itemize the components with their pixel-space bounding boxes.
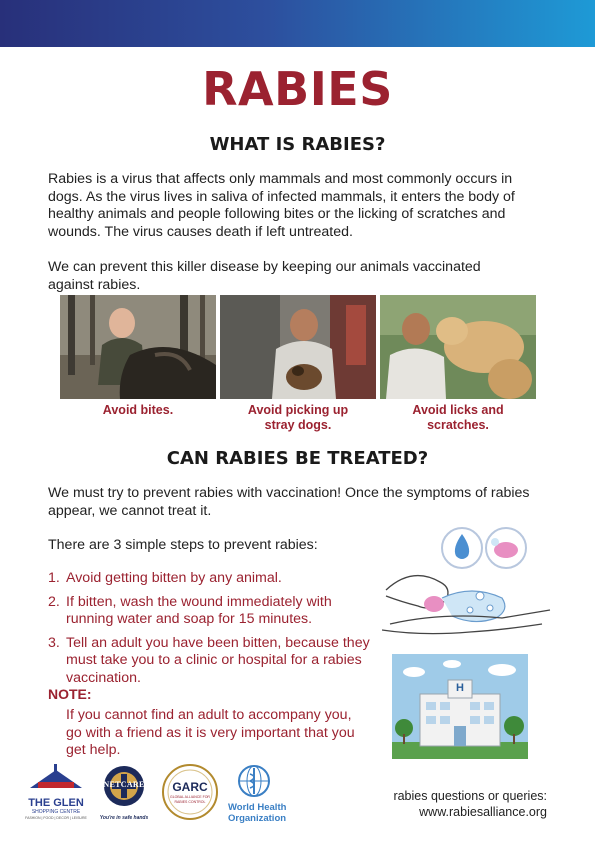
intro-paragraph: Rabies is a virus that affects only mammals and most commonly occurs in dogs. As the virus lives in saliva of infected mammals, it enters the body of healthy animals and people following bites or the licking of scratches and wounds. The virus causes death if left untreated. xyxy=(48,171,515,240)
top-banner xyxy=(0,0,595,47)
note-text: If you cannot find an adult to accompany you, go with a friend as it is very important that you get help. xyxy=(66,707,355,758)
logo-the-glen: THE GLEN SHOPPING CENTRE FASHION | FOOD | DECOR | LEISURE xyxy=(24,764,88,821)
section-heading-what-is-rabies: WHAT IS RABIES? xyxy=(209,134,386,155)
photo-boy-dog-licks xyxy=(380,295,536,399)
list-item: 1. Avoid getting bitten by any animal. xyxy=(48,570,282,586)
section-heading-can-rabies-be-treated: CAN RABIES BE TREATED? xyxy=(166,448,429,469)
prevention-steps-list xyxy=(48,570,378,693)
caption-avoid-bites: Avoid bites. xyxy=(102,403,174,417)
photo-child-dog-bite xyxy=(60,295,216,399)
contact-website-link[interactable]: www.rabiesalliance.org xyxy=(419,805,547,819)
note-label: NOTE: xyxy=(48,686,92,702)
logo-world-health-organization: World Health Organization xyxy=(228,764,294,824)
caption-avoid-stray-dogs: Avoid picking up stray dogs. xyxy=(247,403,349,432)
caption-avoid-licks: Avoid licks and scratches. xyxy=(412,403,504,432)
list-item: 2. If bitten, wash the wound immediately with running water and soap for 15 minutes. xyxy=(48,593,332,627)
sponsor-logos xyxy=(24,764,294,826)
contact-info xyxy=(393,788,547,820)
logo-garc: GARC GLOBAL ALLIANCE FOR RABIES CONTROL xyxy=(162,764,222,825)
treatment-paragraph: We must try to prevent rabies with vaccination! Once the symptoms of rabies appear, we cannot treat it. xyxy=(48,485,530,519)
handwashing-illustration xyxy=(382,526,552,648)
photo-boy-stray-puppy xyxy=(220,295,376,399)
prevention-paragraph: We can prevent this killer disease by keeping our animals vaccinated against rabies. xyxy=(48,259,481,293)
list-item: 3. Tell an adult you have been bitten, because they must take you to a clinic or hospital for a rabies vaccination. xyxy=(48,634,370,686)
steps-intro: There are 3 simple steps to prevent rabies: xyxy=(48,537,318,553)
contact-label: rabies questions or queries: xyxy=(393,789,547,803)
page-title: RABIES xyxy=(202,62,393,116)
hospital-sign: H xyxy=(456,682,464,694)
logo-netcare: NETCARE You're in safe hands xyxy=(94,764,154,821)
hospital-illustration xyxy=(392,654,528,759)
